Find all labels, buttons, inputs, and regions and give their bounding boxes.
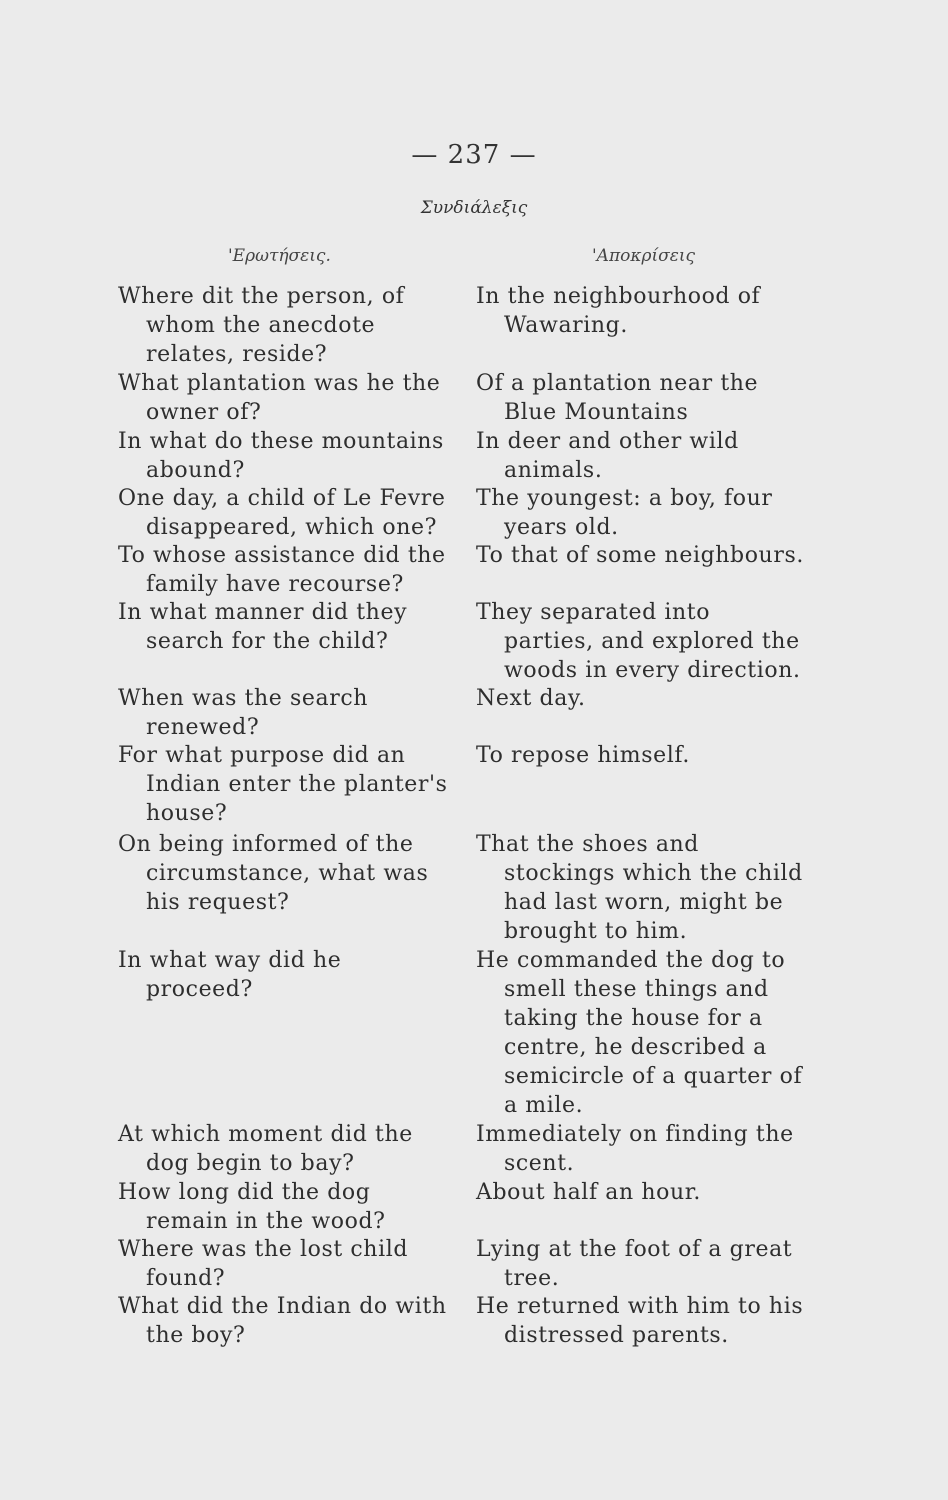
answer-9: That the shoes and stockings which the child had last worn, might be brought to him.	[476, 832, 803, 944]
question-8: For what purpose did an Indian enter the planter's house?	[118, 743, 448, 826]
question-3: In what do these mountains abound?	[118, 429, 444, 483]
answer-1: In the neighbourhood of Wawaring.	[476, 284, 761, 338]
answer-5: To that of some neighbours.	[476, 543, 804, 568]
page-title: Συνδιάλεξις	[420, 198, 528, 218]
question-12: How long did the dog remain in the wood?	[118, 1180, 386, 1234]
question-4: One day, a child of Le Fevre disappeared, which one?	[118, 486, 446, 540]
question-2: What plantation was he the owner of?	[118, 371, 441, 425]
question-11: At which moment did the dog begin to bay?	[118, 1122, 413, 1176]
answer-11: Immediately on finding the scent.	[476, 1122, 794, 1176]
answer-14: He returned with him to his distressed parents.	[476, 1294, 804, 1348]
question-10: In what way did he proceed?	[118, 948, 342, 1002]
questions-heading: 'Ερωτήσεις.	[228, 246, 331, 266]
answer-2: Of a plantation near the Blue Mountains	[476, 371, 759, 425]
answer-6: They separated into parties, and explored the woods in every direction.	[476, 600, 801, 683]
answer-13: Lying at the foot of a great tree.	[476, 1237, 793, 1291]
answer-7: Next day.	[476, 686, 586, 711]
answer-10: He commanded the dog to smell these things and taking the house for a centre, he described a semicircle of a quarter of a mile.	[476, 948, 803, 1118]
answer-12: About half an hour.	[476, 1180, 702, 1205]
question-1: Where dit the person, of whom the anecdote relates, reside?	[118, 284, 405, 367]
answer-8: To repose himself.	[476, 743, 690, 768]
answers-heading: 'Αποκρίσεις	[592, 246, 696, 266]
answer-4: The youngest: a boy, four years old.	[476, 486, 773, 540]
question-5: To whose assistance did the family have recourse?	[118, 543, 446, 597]
question-7: When was the search renewed?	[118, 686, 369, 740]
question-14: What did the Indian do with the boy?	[118, 1294, 447, 1348]
answer-3: In deer and other wild animals.	[476, 429, 739, 483]
page-number: — 237 —	[411, 140, 537, 170]
question-9: On being informed of the circumstance, what was his request?	[118, 832, 429, 915]
question-6: In what manner did they search for the child?	[118, 600, 408, 654]
question-13: Where was the lost child found?	[118, 1237, 409, 1291]
